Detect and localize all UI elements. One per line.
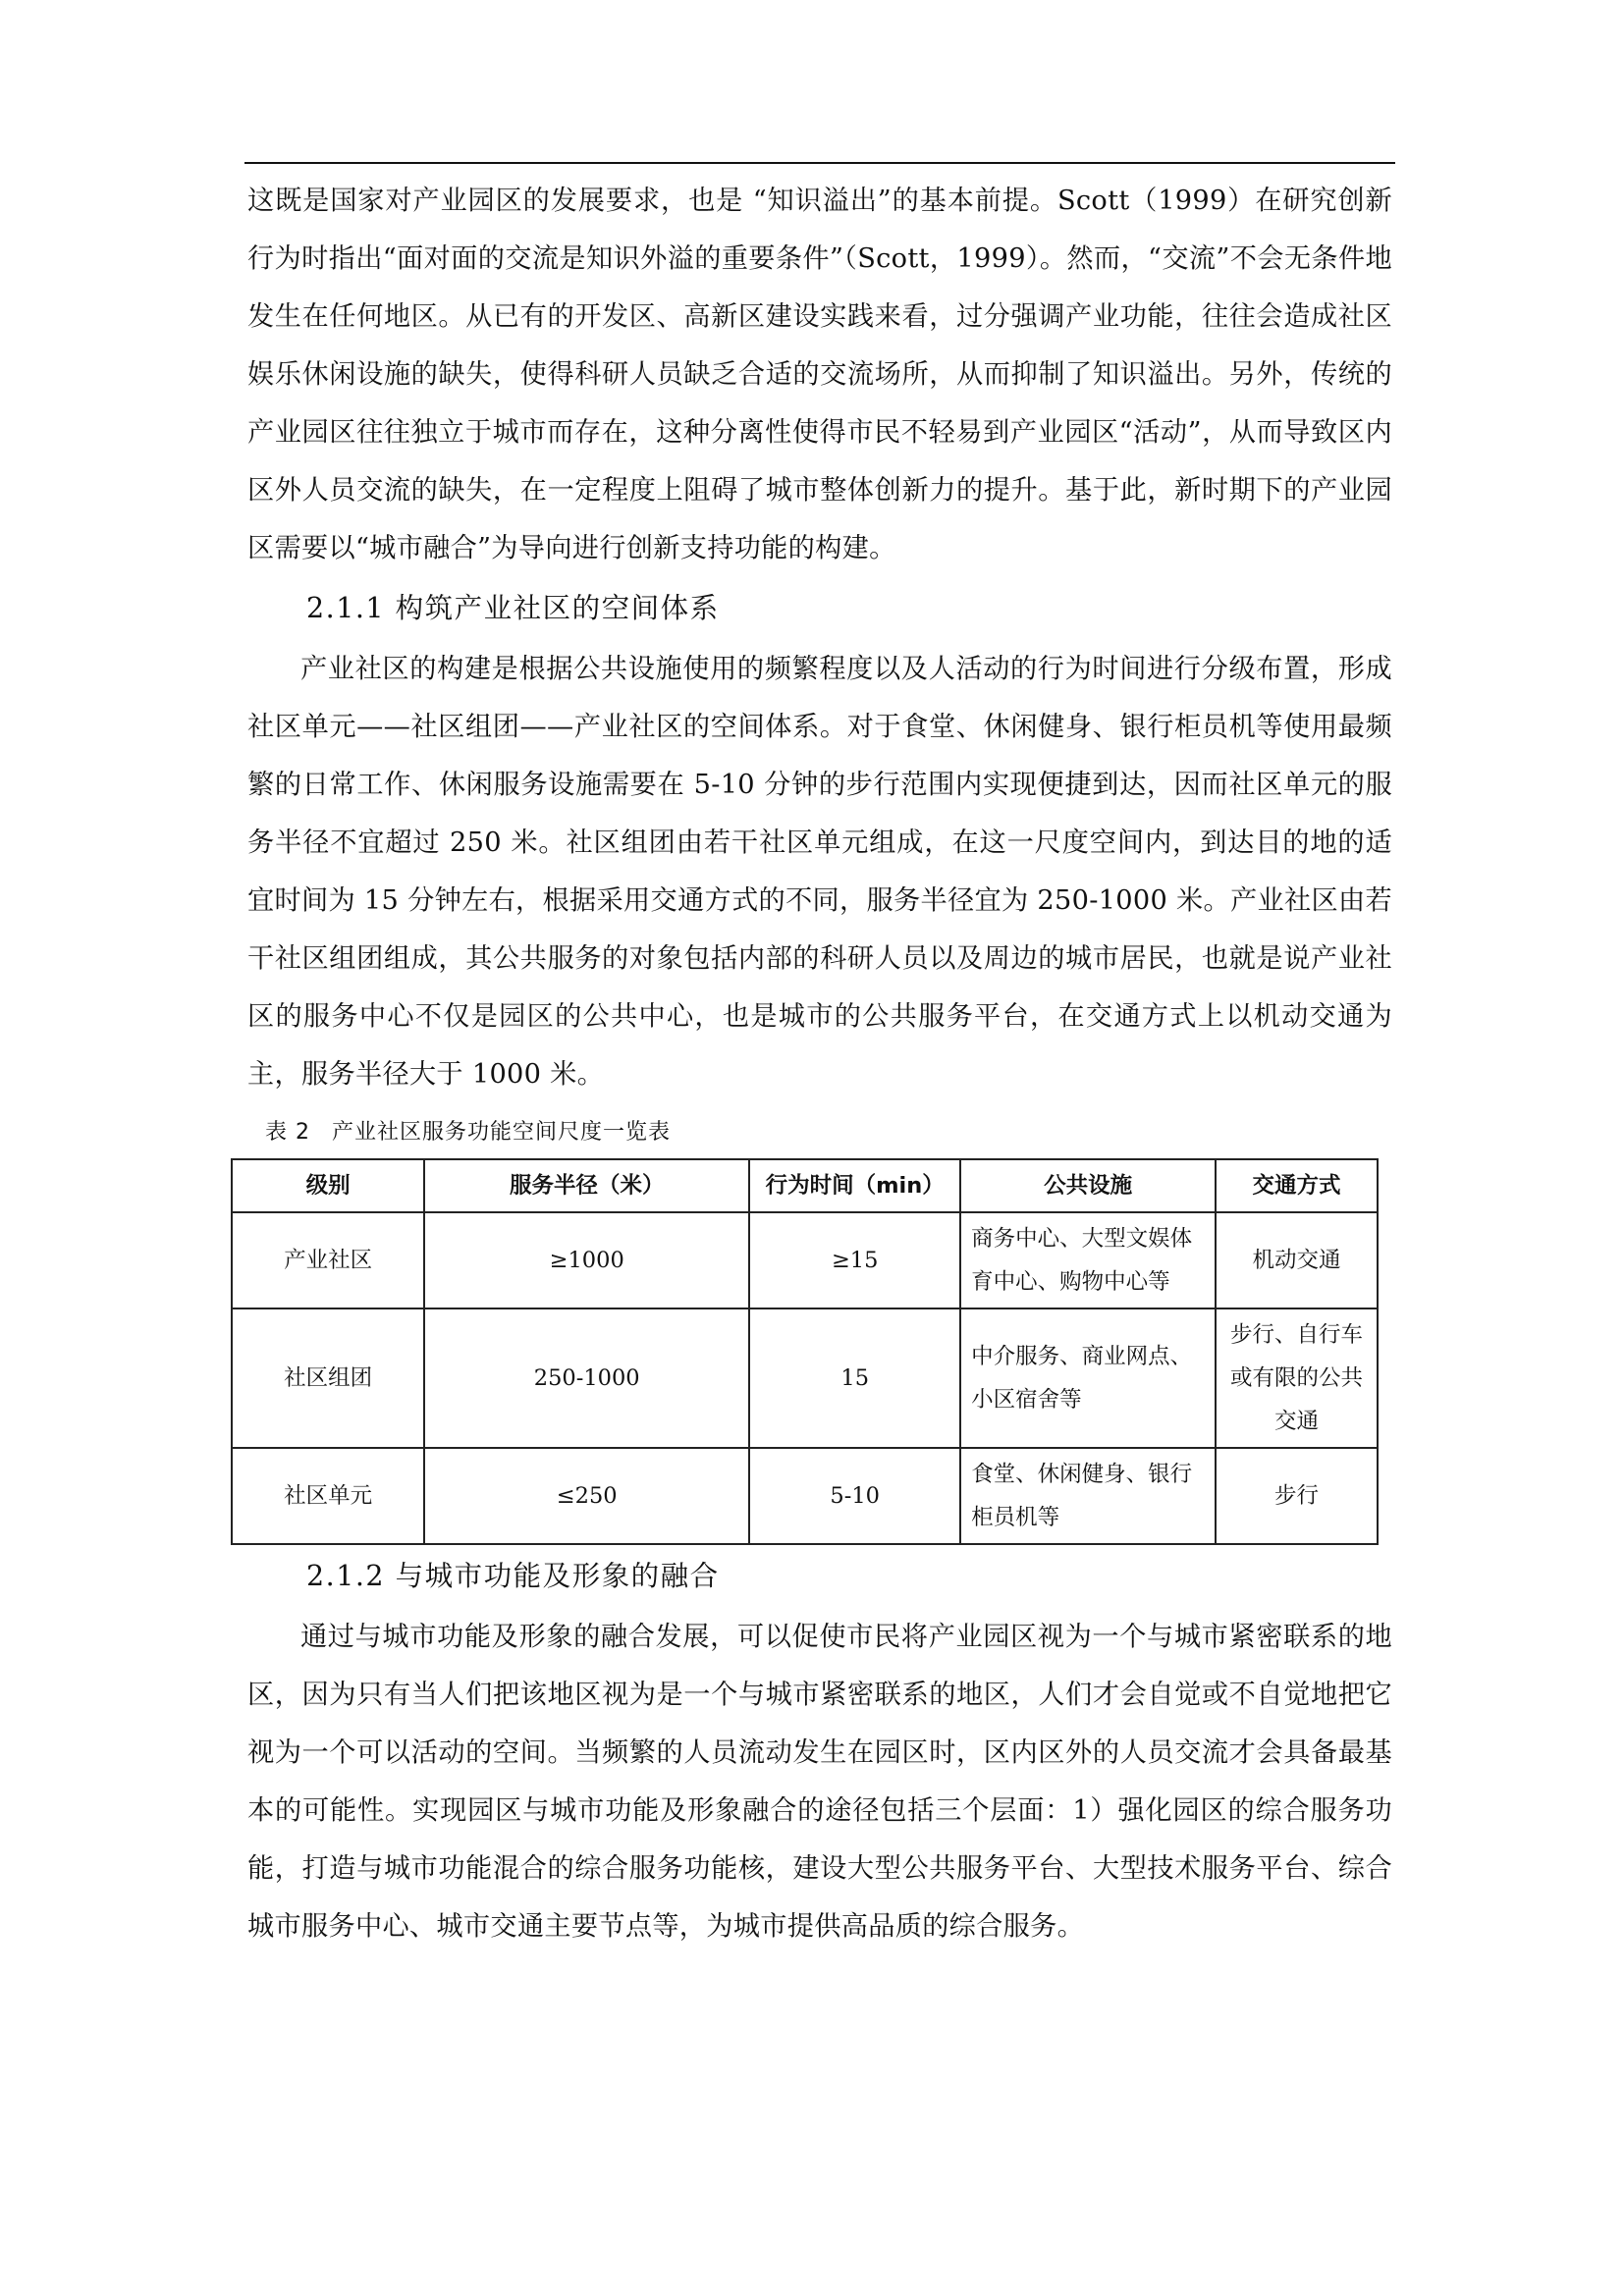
header-level: 级别 <box>232 1159 424 1212</box>
paragraph-community-system: 产业社区的构建是根据公共设施使用的频繁程度以及人活动的行为时间进行分级布置，形成社区单元——社区组团——产业社区的空间体系。对于食堂、休闲健身、银行柜员机等使用最频繁的日常工作、休闲服务设施需要在 5-10 分钟的步行范围内实现便捷到达，因而社区单元的服务半径不宜超过 250 米。社区组团由若干社区单元组成，在这一尺度空间内，到达目的地的适宜时间为 15 分钟左右，根据采用交通方式的不同，服务半径宜为 250-1000 米。产业社区由若干社区组团组成，其公共服务的对象包括内部的科研人员以及周边的城市居民，也就是说产业社区的服务中心不仅是园区的公共中心，也是城市的公共服务平台，在交通方式上以机动交通为主，服务半径大于 1000 米。 <box>247 654 1392 1090</box>
cell-radius: 250-1000 <box>424 1308 749 1448</box>
table-caption-label: 表 2 <box>265 1120 310 1145</box>
cell-level: 产业社区 <box>232 1212 424 1308</box>
cell-transport: 步行 <box>1216 1448 1378 1544</box>
table-caption <box>265 1113 1392 1152</box>
table-row <box>232 1212 1378 1308</box>
cell-time: 5-10 <box>749 1448 960 1544</box>
header-time: 行为时间（min） <box>749 1159 960 1212</box>
cell-time: ≥15 <box>749 1212 960 1308</box>
table-caption-title: 产业社区服务功能空间尺度一览表 <box>332 1120 672 1145</box>
cell-time: 15 <box>749 1308 960 1448</box>
cell-facilities: 中介服务、商业网点、小区宿舍等 <box>960 1308 1216 1448</box>
header-facilities: 公共设施 <box>960 1159 1216 1212</box>
table-row <box>232 1308 1378 1448</box>
cell-transport: 步行、自行车或有限的公共交通 <box>1216 1308 1378 1448</box>
document-page <box>247 172 1392 1955</box>
service-scale-table <box>231 1158 1379 1545</box>
cell-facilities: 商务中心、大型文娱体育中心、购物中心等 <box>960 1212 1216 1308</box>
cell-radius: ≥1000 <box>424 1212 749 1308</box>
paragraph-intro: 这既是国家对产业园区的发展要求，也是 “知识溢出”的基本前提。Scott（1999）在研究创新行为时指出“面对面的交流是知识外溢的重要条件”（Scott，1999）。然而，“交流”不会无条件地发生在任何地区。从已有的开发区、高新区建设实践来看，过分强调产业功能，往往会造成社区娱乐休闲设施的缺失，使得科研人员缺乏合适的交流场所，从而抑制了知识溢出。另外，传统的产业园区往往独立于城市而存在，这种分离性使得市民不轻易到产业园区“活动”，从而导致区内区外人员交流的缺失，在一定程度上阻碍了城市整体创新力的提升。基于此，新时期下的产业园区需要以“城市融合”为导向进行创新支持功能的构建。 <box>247 186 1392 563</box>
header-radius: 服务半径（米） <box>424 1159 749 1212</box>
section-heading-2-1-1: 2.1.1 构筑产业社区的空间体系 <box>306 592 720 624</box>
header-transport: 交通方式 <box>1216 1159 1378 1212</box>
table-header-row <box>232 1159 1378 1212</box>
cell-level: 社区组团 <box>232 1308 424 1448</box>
header-rule <box>244 162 1395 164</box>
cell-facilities: 食堂、休闲健身、银行柜员机等 <box>960 1448 1216 1544</box>
section-heading-2-1-2: 2.1.2 与城市功能及形象的融合 <box>306 1560 720 1592</box>
paragraph-city-integration: 通过与城市功能及形象的融合发展，可以促使市民将产业园区视为一个与城市紧密联系的地区，因为只有当人们把该地区视为是一个与城市紧密联系的地区，人们才会自觉或不自觉地把它视为一个可以活动的空间。当频繁的人员流动发生在园区时，区内区外的人员交流才会具备最基本的可能性。实现园区与城市功能及形象融合的途径包括三个层面：1）强化园区的综合服务功能，打造与城市功能混合的综合服务功能核，建设大型公共服务平台、大型技术服务平台、综合城市服务中心、城市交通主要节点等，为城市提供高品质的综合服务。 <box>247 1622 1392 1942</box>
cell-level: 社区单元 <box>232 1448 424 1544</box>
cell-radius: ≤250 <box>424 1448 749 1544</box>
cell-transport: 机动交通 <box>1216 1212 1378 1308</box>
table-row <box>232 1448 1378 1544</box>
